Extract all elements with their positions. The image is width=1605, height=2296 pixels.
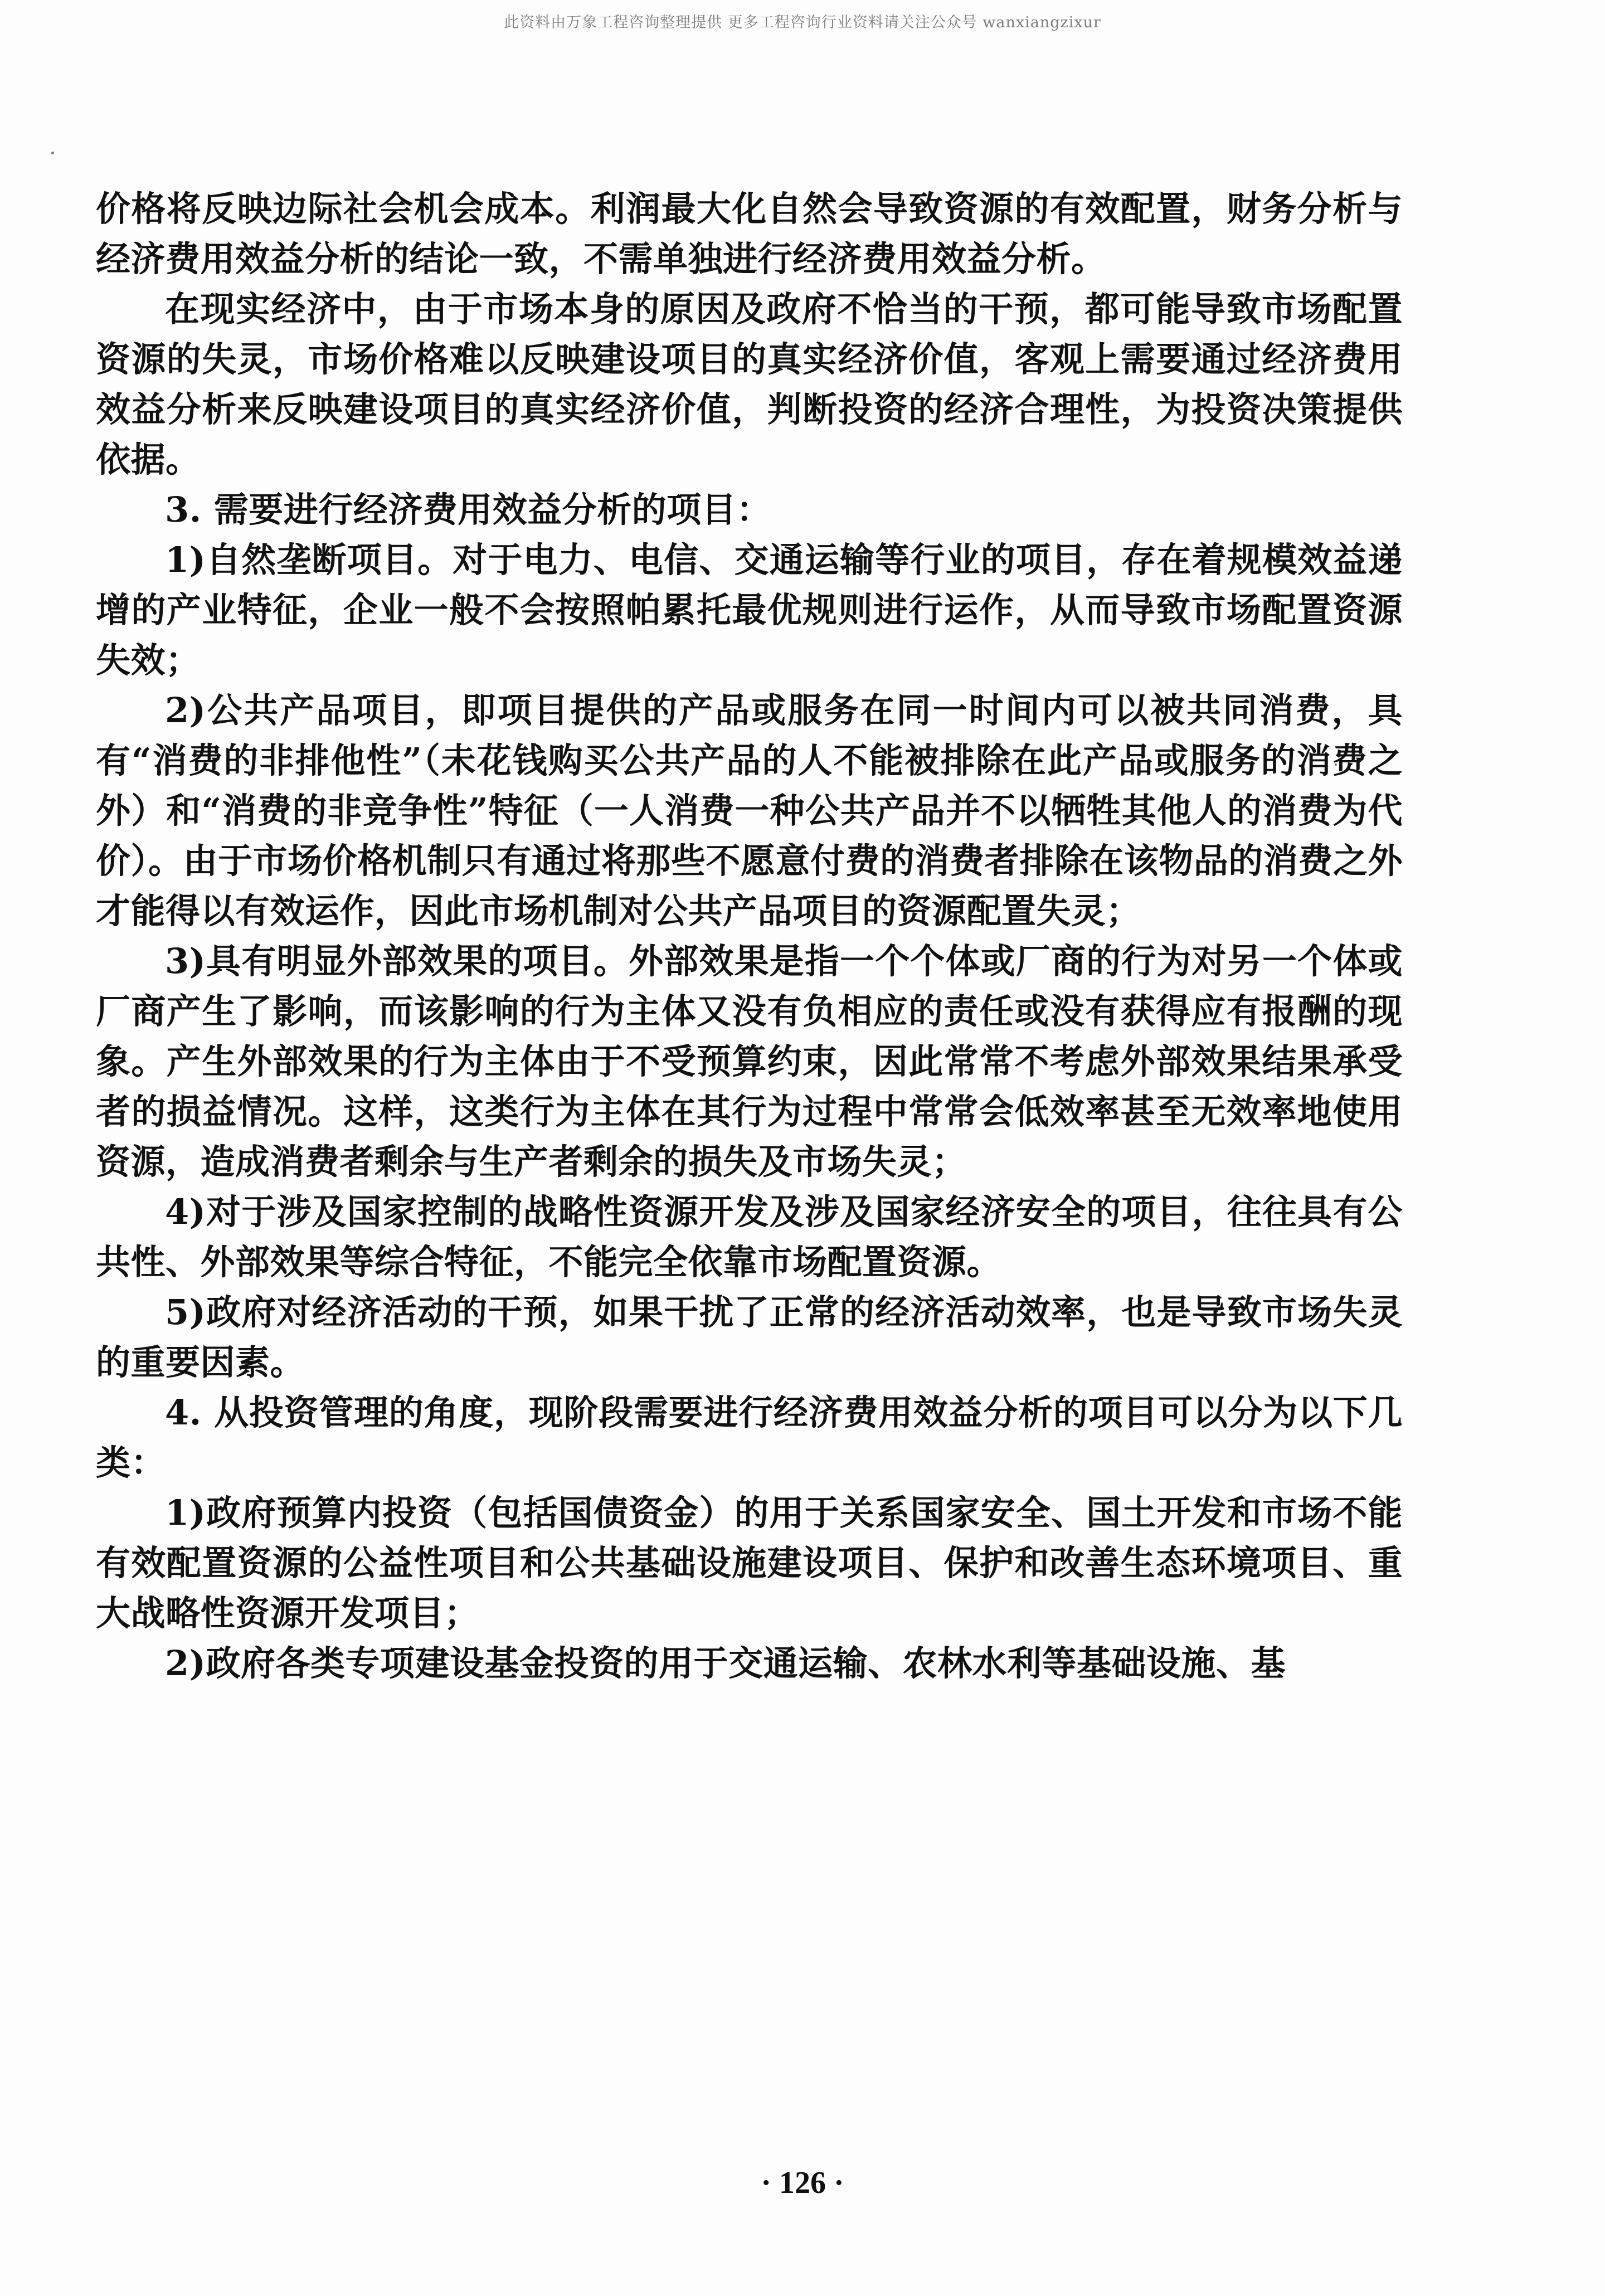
section-heading: 4. 从投资管理的角度，现阶段需要进行经济费用效益分析的项目可以分为以下几类： xyxy=(96,1392,1403,1483)
section-heading: 3. 需要进行经济费用效益分析的项目： xyxy=(165,489,771,530)
list-item: 2)政府各类专项建设基金投资的用于交通运输、农林水利等基础设施、基 xyxy=(165,1643,1286,1684)
list-item: 5)政府对经济活动的干预，如果干扰了正常的经济活动效率，也是导致市场失灵的重要因素。 xyxy=(96,1292,1403,1383)
page-number: · 126 · xyxy=(761,2166,844,2200)
paragraph: 价格将反映边际社会机会成本。利润最大化自然会导致资源的有效配置，财务分析与经济费用效益分析的结论一致，不需单独进行经济费用效益分析。 xyxy=(96,188,1403,279)
paragraph: 在现实经济中，由于市场本身的原因及政府不恰当的干预，都可能导致市场配置资源的失灵，市场价格难以反映建设项目的真实经济价值，客观上需要通过经济费用效益分析来反映建设项目的真实经济价值，判断投资的经济合理性，为投资决策提供依据。 xyxy=(96,289,1403,480)
list-item: 4)对于涉及国家控制的战略性资源开发及涉及国家经济安全的项目，往往具有公共性、外部效果等综合特征，不能完全依靠市场配置资源。 xyxy=(96,1191,1403,1282)
list-item: 1)政府预算内投资（包括国债资金）的用于关系国家安全、国土开发和市场不能有效配置资源的公益性项目和公共基础设施建设项目、保护和改善生态环境项目、重大战略性资源开发项目； xyxy=(96,1492,1403,1633)
list-item: 3)具有明显外部效果的项目。外部效果是指一个个体或厂商的行为对另一个体或厂商产生了影响，而该影响的行为主体又没有负相应的责任或没有获得应有报酬的现象。产生外部效果的行为主体由于不受预算约束，因此常常不考虑外部效果结果承受者的损益情况。这样，这类行为主体在其行为过程中常常会低效率甚至无效率地使用资源，造成消费者剩余与生产者剩余的损失及市场失灵； xyxy=(96,941,1403,1182)
list-item: 2)公共产品项目，即项目提供的产品或服务在同一时间内可以被共同消费，具有“消费的非排他性”（未花钱购买公共产品的人不能被排除在此产品或服务的消费之外）和“消费的非竞争性”特征（一人消费一种公共产品并不以牺牲其他人的消费为代价）。由于市场价格机制只有通过将那些不愿意付费的消费者排除在该物品的消费之外才能得以有效运作，因此市场机制对公共产品项目的资源配置失灵； xyxy=(96,690,1403,931)
body-text xyxy=(96,184,1403,1689)
scan-speck xyxy=(51,152,54,154)
list-item: 1)自然垄断项目。对于电力、电信、交通运输等行业的项目，存在着规模效益递增的产业特征，企业一般不会按照帕累托最优规则进行运作，从而导致市场配置资源失效； xyxy=(96,539,1403,680)
header-watermark: 此资料由万象工程咨询整理提供 更多工程咨询行业资料请关注公众号 wanxiangzixur xyxy=(504,14,1101,31)
